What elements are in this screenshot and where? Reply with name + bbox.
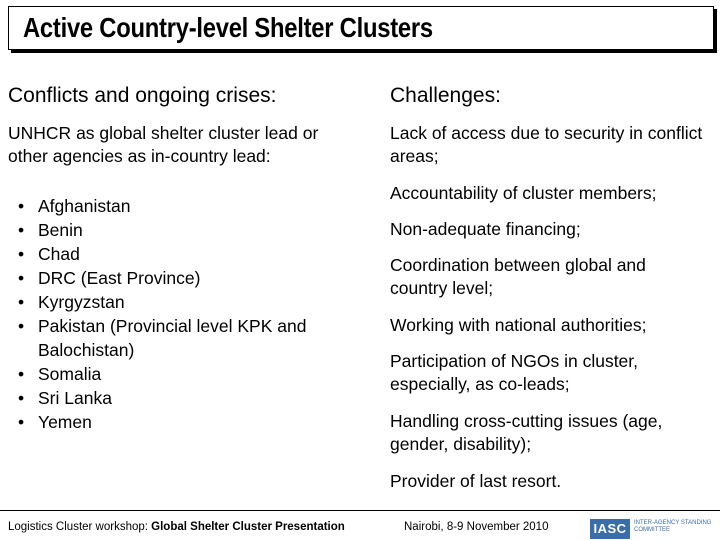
bullet-icon: •	[18, 316, 25, 336]
logo-mark: IASC	[590, 519, 630, 539]
challenge-item: Handling cross-cutting issues (age, gender, disability);	[390, 411, 663, 454]
title-bar	[8, 6, 714, 50]
list-item: • Afghanistan	[18, 196, 131, 216]
bullet-icon: •	[18, 196, 25, 216]
list-item: • Yemen	[18, 412, 92, 432]
list-item: • Pakistan (Provincial level KPK and Balochistan)	[18, 316, 307, 360]
bullet-icon: •	[18, 412, 25, 432]
bullet-icon: •	[18, 292, 25, 312]
footer-divider	[0, 510, 720, 511]
footer-bold: Global Shelter Cluster Presentation	[151, 521, 345, 533]
iasc-logo	[590, 519, 716, 539]
intro-rest: as global shelter cluster lead or other agencies as in-country lead:	[8, 123, 319, 166]
right-heading: Challenges:	[390, 84, 501, 107]
challenge-item: Provider of last resort.	[390, 471, 562, 491]
list-item: • Kyrgyzstan	[18, 292, 125, 312]
challenge-item: Lack of access due to security in conflict areas;	[390, 123, 703, 166]
bullet-icon: •	[18, 364, 25, 384]
left-intro	[8, 122, 358, 168]
challenge-item: Participation of NGOs in cluster, especially, as co-leads;	[390, 351, 639, 394]
list-item: • Chad	[18, 244, 80, 264]
challenge-item: Working with national authorities;	[390, 315, 647, 335]
bullet-icon: •	[18, 220, 25, 240]
challenge-item: Non-adequate financing;	[390, 219, 581, 239]
bullet-icon: •	[18, 268, 25, 288]
footer-location: Nairobi, 8-9 November 2010	[404, 521, 549, 533]
challenge-item: Accountability of cluster members;	[390, 183, 657, 203]
logo-subtitle: INTER-AGENCY STANDING COMMITTEE	[634, 520, 712, 533]
bullet-icon: •	[18, 244, 25, 264]
list-item: • Benin	[18, 220, 83, 240]
list-item: • DRC (East Province)	[18, 268, 201, 288]
list-item: • Somalia	[18, 364, 102, 384]
country-list	[16, 194, 361, 434]
intro-bold: UNHCR	[8, 123, 72, 143]
challenge-item: Coordination between global and country level;	[390, 255, 646, 298]
footer-prefix: Logistics Cluster workshop:	[8, 521, 152, 533]
bullet-icon: •	[18, 388, 25, 408]
footer-left	[8, 521, 345, 533]
page-title: Active Country-level Shelter Clusters	[23, 12, 433, 43]
list-item: • Sri Lanka	[18, 388, 112, 408]
left-heading: Conflicts and ongoing crises:	[8, 84, 277, 107]
